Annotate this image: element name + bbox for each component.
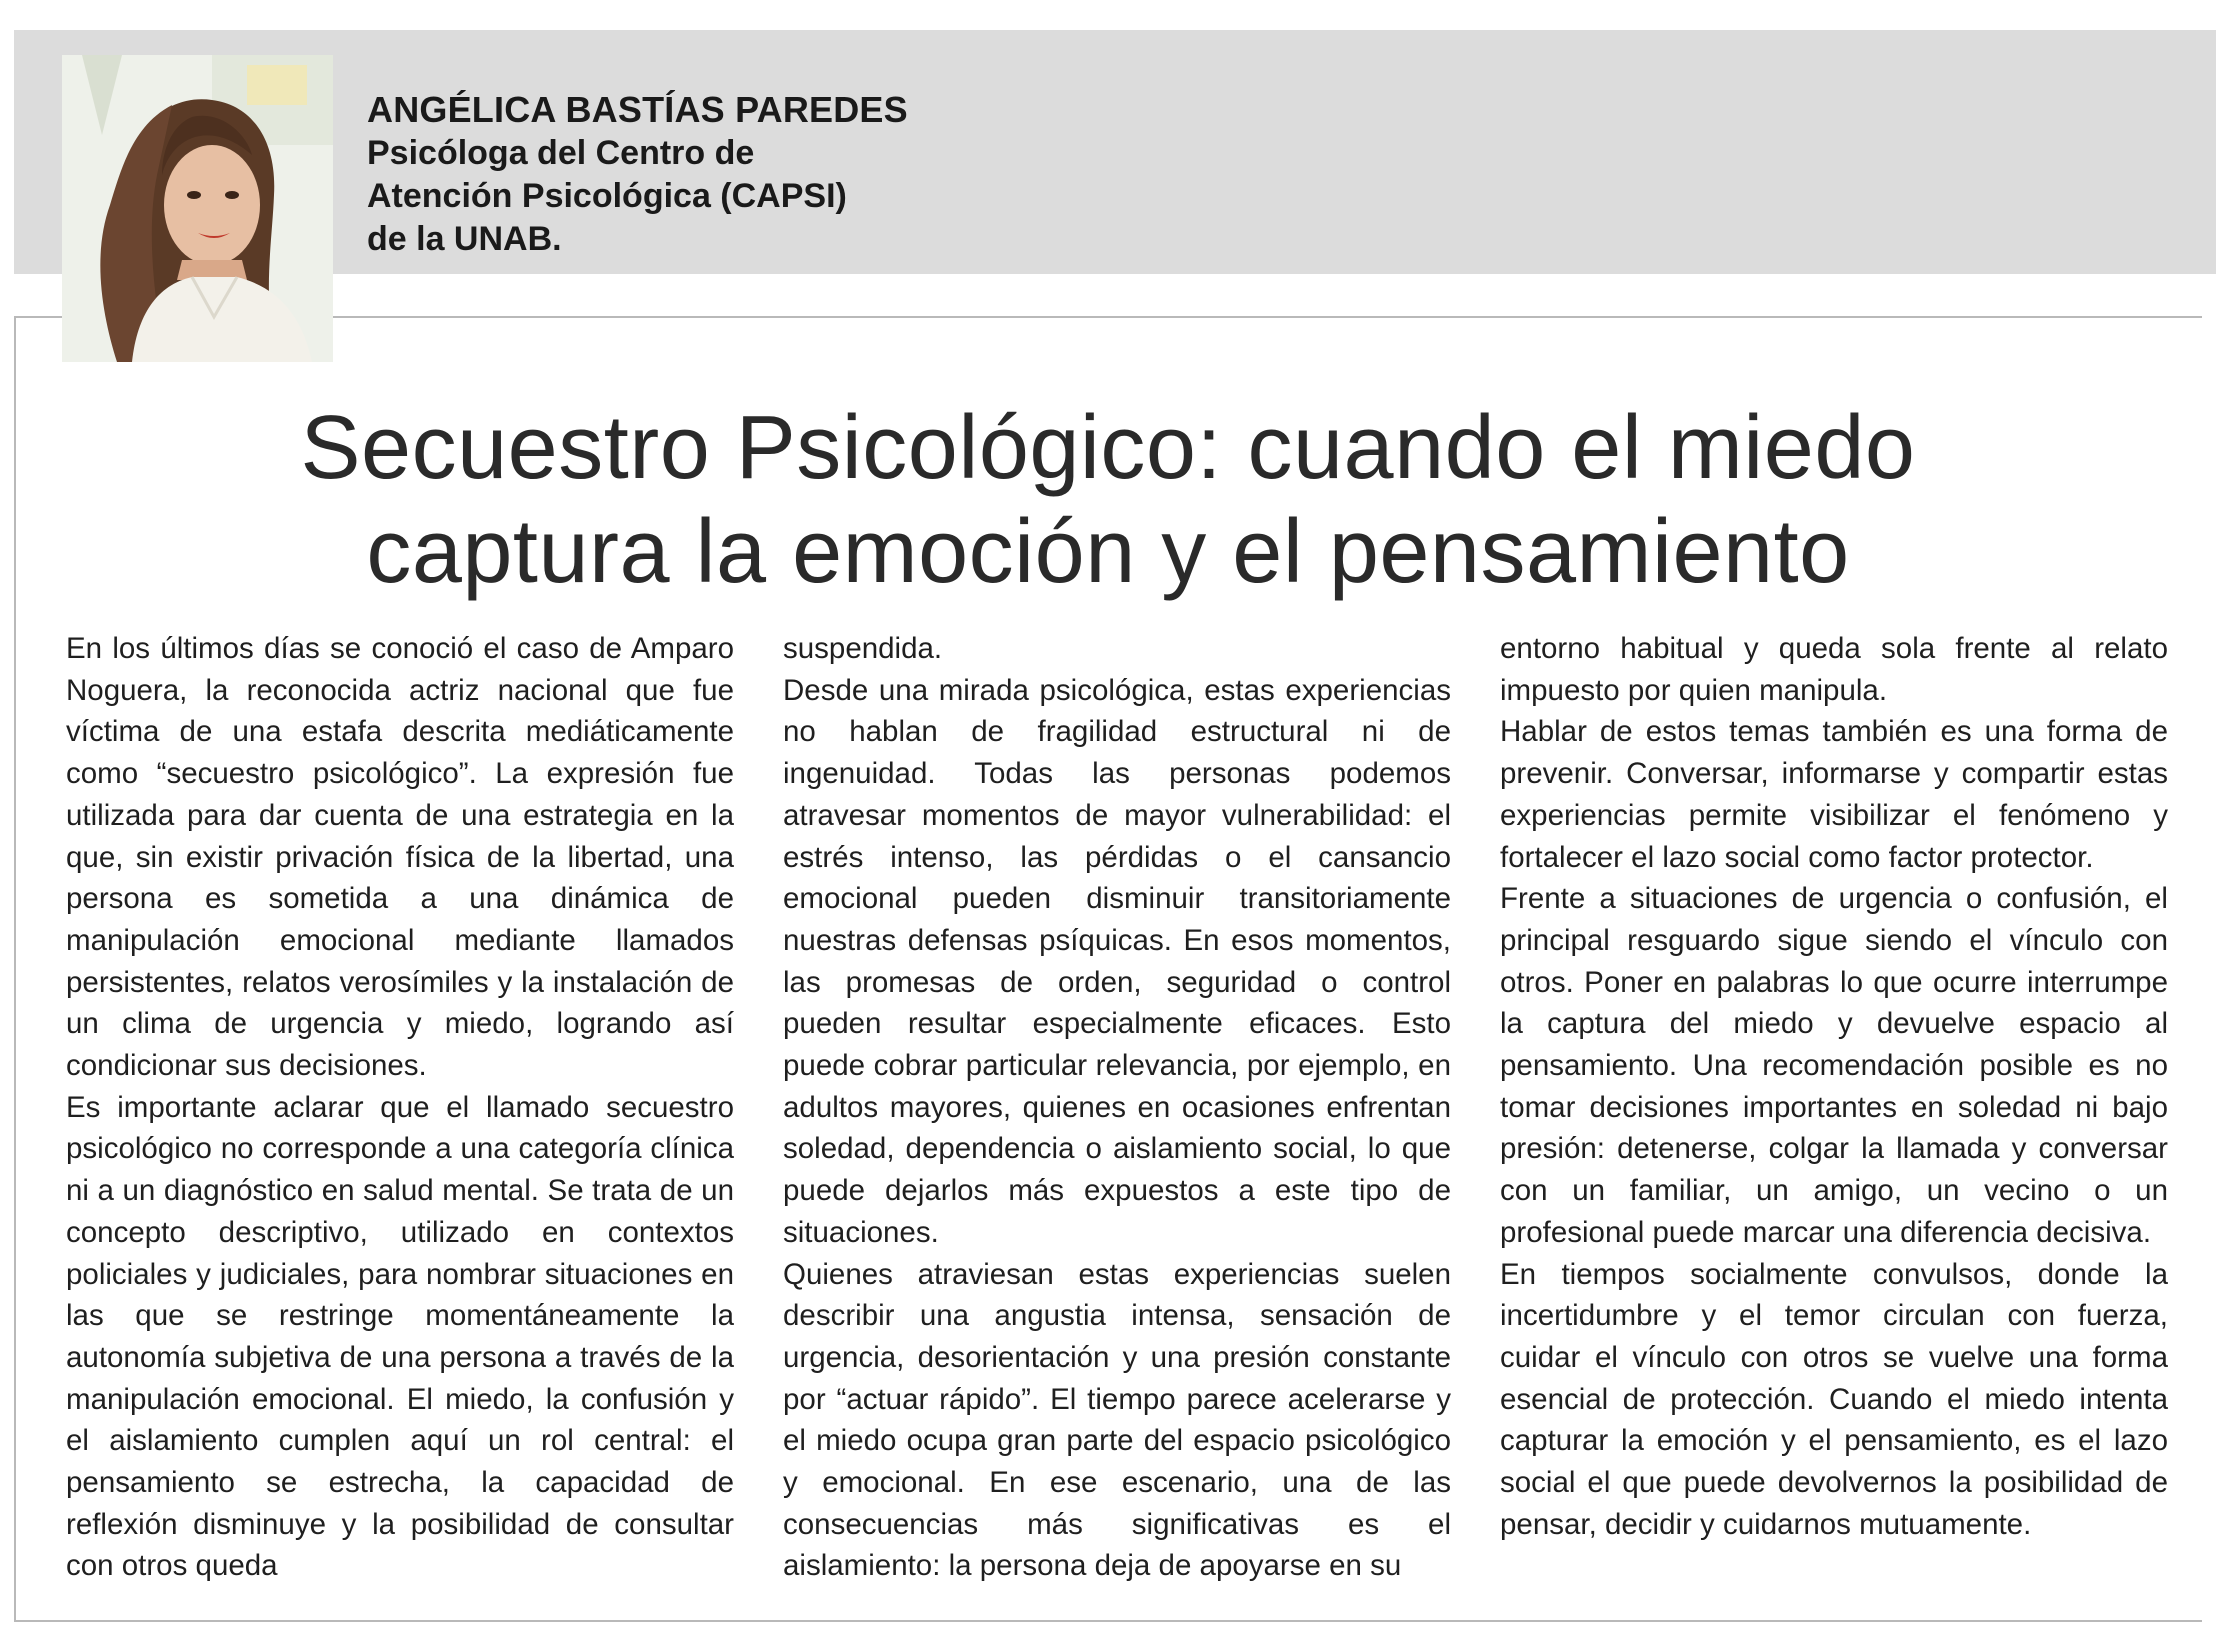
article-column-1 xyxy=(66,628,734,1588)
paragraph: entorno habitual y queda sola frente al relato impuesto por quien manipula. xyxy=(1500,632,2168,707)
paragraph: Frente a situaciones de urgencia o confusión, el principal resguardo sigue siendo el vínculo con otros. Poner en palabras lo que ocurre interrumpe la captura del miedo y devuelve espacio al pensamiento. Una recomendación posible es no tomar decisiones importantes en soledad ni bajo presión: detenerse, colgar la llamada y conversar con un familiar, un amigo, un vecino o un profesional puede marcar una diferencia decisiva. xyxy=(1500,882,2168,1249)
header-band xyxy=(14,30,2216,274)
author-role: Psicóloga del Centro de Atención Psicológica (CAPSI) de la UNAB. xyxy=(367,134,847,258)
paragraph: En los últimos días se conoció el caso de Amparo Noguera, la reconocida actriz nacional que fue víctima de una estafa descrita mediáticamente como “secuestro psicológico”. La expresión fue utilizada para dar cuenta de una estrategia en la que, sin existir privación física de la libertad, una persona es sometida a una dinámica de manipulación emocional mediante llamados persistentes, relatos verosímiles y la instalación de un clima de urgencia y miedo, logrando así condicionar sus decisiones. xyxy=(66,632,734,1083)
paragraph: Quienes atraviesan estas experiencias suelen describir una angustia intensa, sensación de urgencia, desorientación y una presión constante por “actuar rápido”. El tiempo parece acelerarse y el miedo ocupa gran parte del espacio psicológico y emocional. En ese escenario, una de las consecuencias más significativas es el aislamiento: la persona deja de apoyarse en su xyxy=(783,1257,1451,1583)
article-title: Secuestro Psicológico: cuando el miedo captura la emoción y el pensamiento xyxy=(300,398,1916,602)
author-name: ANGÉLICA BASTÍAS PAREDES xyxy=(367,89,908,130)
paragraph: En tiempos socialmente convulsos, donde la incertidumbre y el temor circulan con fuerza, cuidar el vínculo con otros se vuelve una forma esencial de protección. Cuando el miedo intenta capturar la emoción y el pensamiento, es el lazo social el que puede devolvernos la posibilidad de pensar, decidir y cuidarnos mutuamente. xyxy=(1500,1257,2168,1541)
paragraph: Desde una mirada psicológica, estas experiencias no hablan de fragilidad estructural ni de ingenuidad. Todas las personas podemos atravesar momentos de mayor vulnerabilidad: el estrés intenso, las pérdidas o el cansancio emocional pueden disminuir transitoriamente nuestras defensas psíquicas. En esos momentos, las promesas de orden, seguridad o control pueden resultar especialmente eficaces. Esto puede cobrar particular relevancia, por ejemplo, en adultos mayores, quienes en ocasiones enfrentan soledad, dependencia o aislamiento social, lo que puede dejarlos más expuestos a este tipo de situaciones. xyxy=(783,673,1451,1249)
author-photo xyxy=(62,55,333,362)
paragraph: suspendida. xyxy=(783,632,943,665)
author-byline xyxy=(367,88,1067,261)
paragraph: Hablar de estos temas también es una forma de prevenir. Conversar, informarse y compartir estas experiencias permite visibilizar el fenómeno y fortalecer el lazo social como factor protector. xyxy=(1500,715,2168,874)
article-column-3 xyxy=(1500,628,2168,1588)
article-column-2 xyxy=(783,628,1451,1588)
paragraph: Es importante aclarar que el llamado secuestro psicológico no corresponde a una categoría clínica ni a un diagnóstico en salud mental. Se trata de un concepto descriptivo, utilizado en contextos policiales y judiciales, para nombrar situaciones en las que se restringe momentáneamente la autonomía subjetiva de una persona a través de la manipulación emocional. El miedo, la confusión y el aislamiento cumplen aquí un rol central: el pensamiento se estrecha, la capacidad de reflexión disminuye y la posibilidad de consultar con otros queda xyxy=(66,1090,734,1583)
article-body xyxy=(66,628,2168,1588)
